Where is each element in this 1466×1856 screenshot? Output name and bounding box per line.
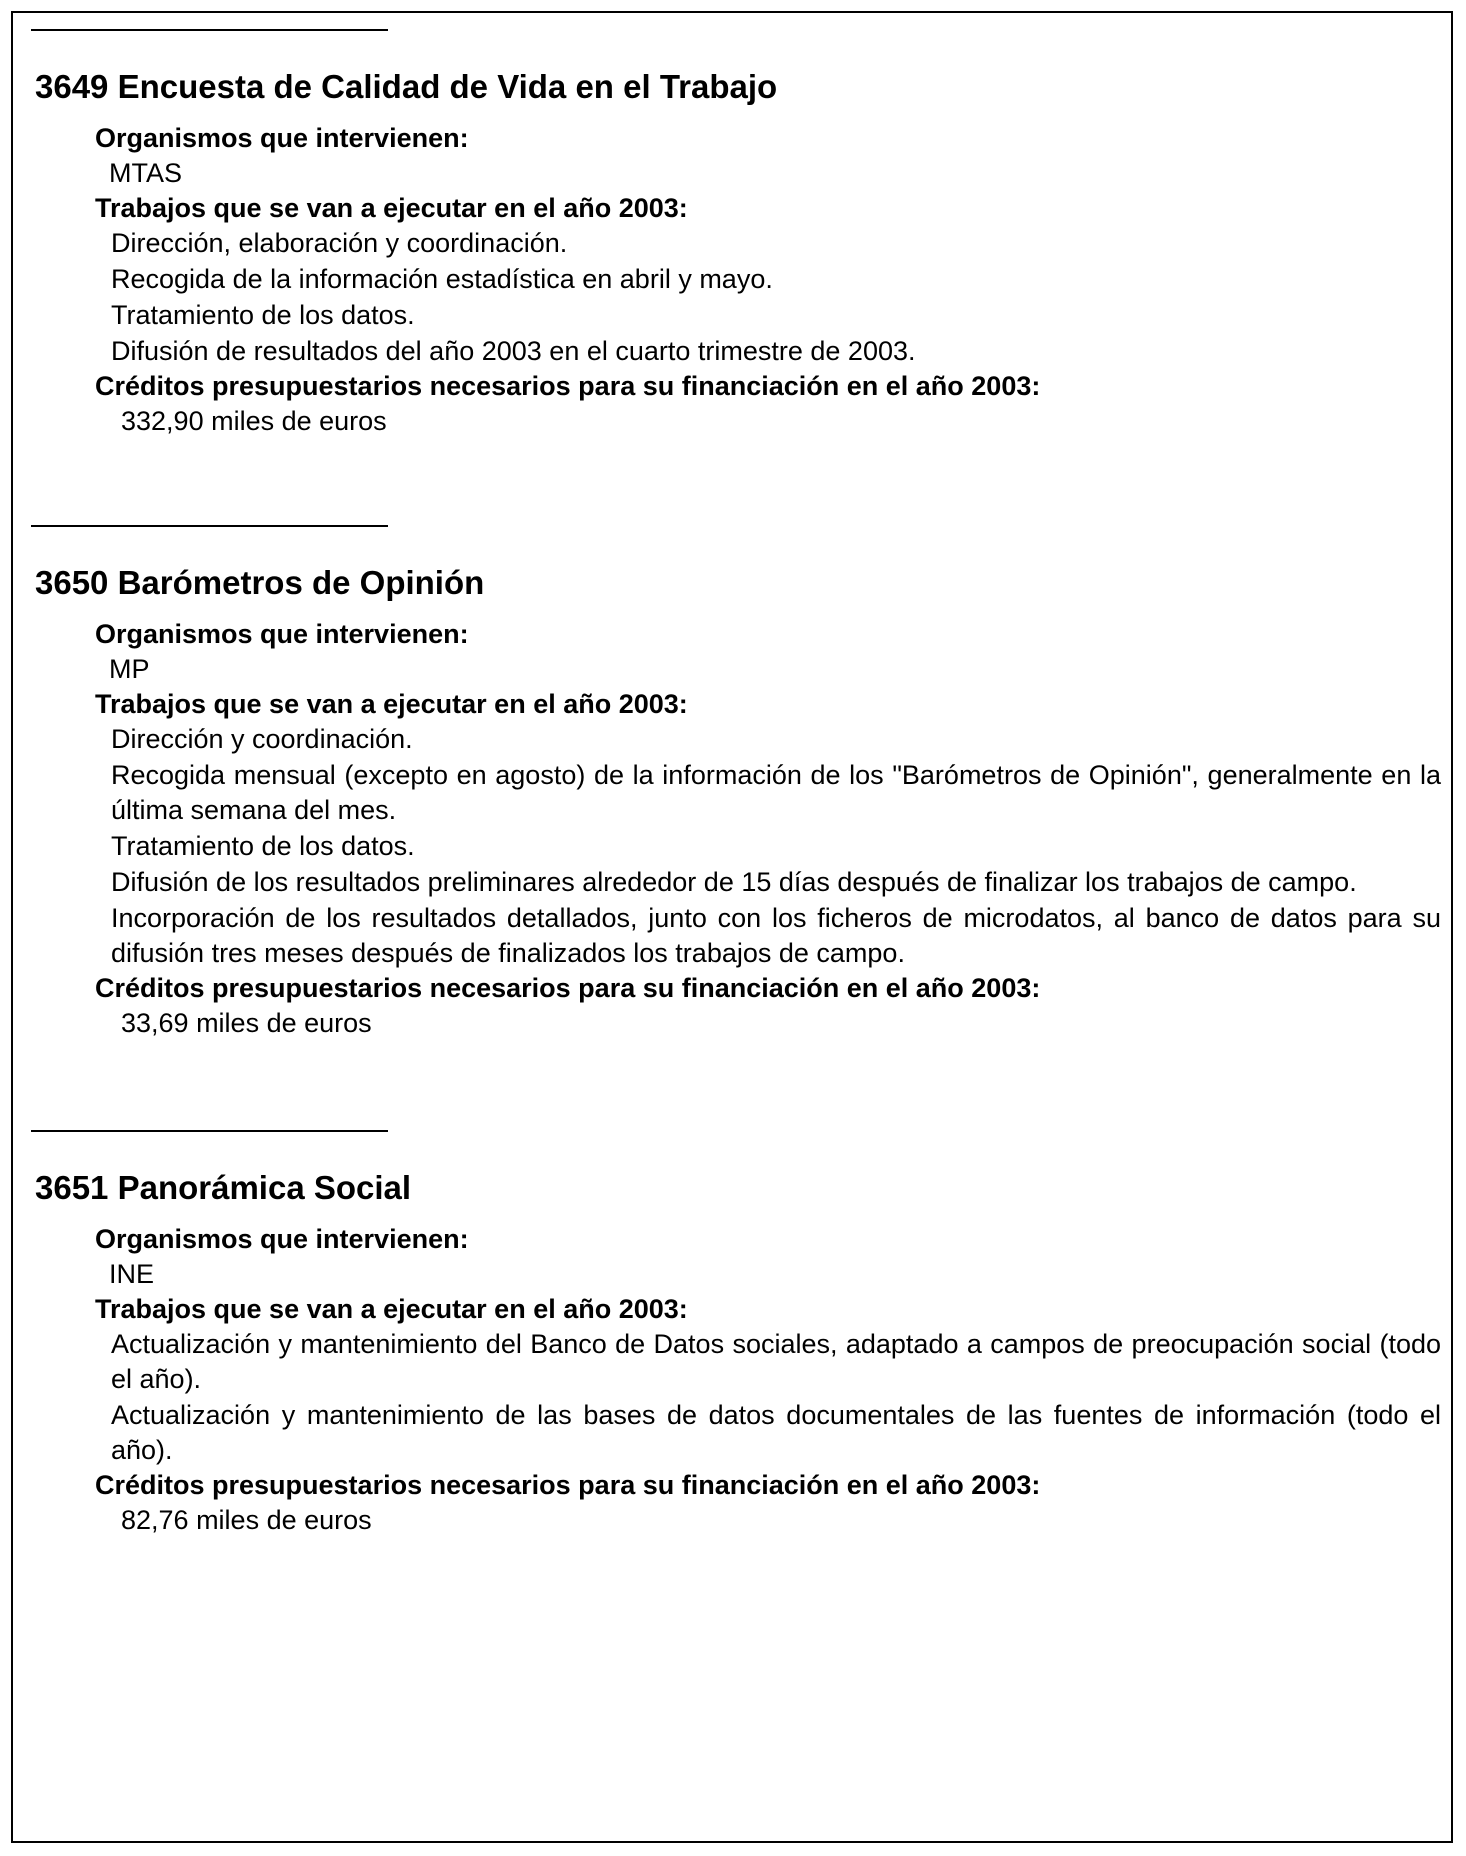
organismos-value: MTAS bbox=[109, 158, 182, 188]
trabajo-item: Difusión de resultados del año 2003 en el cuarto trimestre de 2003. bbox=[111, 336, 916, 366]
trabajo-item: Tratamiento de los datos. bbox=[111, 300, 415, 330]
creditos-value: 33,69 miles de euros bbox=[121, 1008, 372, 1038]
entry-title: 3650 Barómetros de Opinión bbox=[35, 564, 485, 601]
organismos-value: MP bbox=[109, 654, 150, 684]
trabajo-item: Recogida mensual (excepto en agosto) de la información de los "Barómetros de Opinión", generalmente en la última semana del mes. bbox=[111, 760, 1441, 825]
entry-body bbox=[95, 121, 1441, 439]
page-frame bbox=[11, 11, 1453, 1843]
trabajo-item: Recogida de la información estadística en abril y mayo. bbox=[111, 264, 773, 294]
trabajos-label: Trabajos que se van a ejecutar en el año 2003: bbox=[95, 1294, 688, 1324]
entry-body bbox=[95, 617, 1441, 1041]
organismos-label: Organismos que intervienen: bbox=[95, 1224, 469, 1254]
organismos-value: INE bbox=[109, 1259, 155, 1289]
trabajo-item: Tratamiento de los datos. bbox=[111, 831, 415, 861]
trabajo-item: Incorporación de los resultados detallados, junto con los ficheros de microdatos, al banco de datos para su difusión tres meses después de finalizados los trabajos de campo. bbox=[111, 903, 1441, 968]
entry-title: 3651 Panorámica Social bbox=[35, 1169, 412, 1206]
trabajos-label: Trabajos que se van a ejecutar en el año 2003: bbox=[95, 689, 688, 719]
trabajo-item: Actualización y mantenimiento de las bases de datos documentales de las fuentes de información (todo el año). bbox=[111, 1400, 1441, 1465]
organismos-label: Organismos que intervienen: bbox=[95, 123, 469, 153]
organismos-label: Organismos que intervienen: bbox=[95, 619, 469, 649]
creditos-label: Créditos presupuestarios necesarios para su financiación en el año 2003: bbox=[95, 1470, 1041, 1500]
entry-body bbox=[95, 1222, 1441, 1538]
trabajos-label: Trabajos que se van a ejecutar en el año 2003: bbox=[95, 193, 688, 223]
trabajo-item: Difusión de los resultados preliminares alrededor de 15 días después de finalizar los trabajos de campo. bbox=[111, 867, 1357, 897]
trabajo-item: Actualización y mantenimiento del Banco de Datos sociales, adaptado a campos de preocupación social (todo el año). bbox=[111, 1329, 1441, 1394]
creditos-label: Créditos presupuestarios necesarios para su financiación en el año 2003: bbox=[95, 371, 1041, 401]
trabajo-item: Dirección, elaboración y coordinación. bbox=[111, 228, 568, 258]
creditos-value: 82,76 miles de euros bbox=[121, 1505, 372, 1535]
trabajo-item: Dirección y coordinación. bbox=[111, 724, 413, 754]
section-rule bbox=[31, 29, 388, 31]
entry-title: 3649 Encuesta de Calidad de Vida en el Trabajo bbox=[35, 68, 778, 105]
section-rule bbox=[31, 525, 388, 527]
creditos-label: Créditos presupuestarios necesarios para su financiación en el año 2003: bbox=[95, 973, 1041, 1003]
creditos-value: 332,90 miles de euros bbox=[121, 406, 387, 436]
section-rule bbox=[31, 1130, 388, 1132]
